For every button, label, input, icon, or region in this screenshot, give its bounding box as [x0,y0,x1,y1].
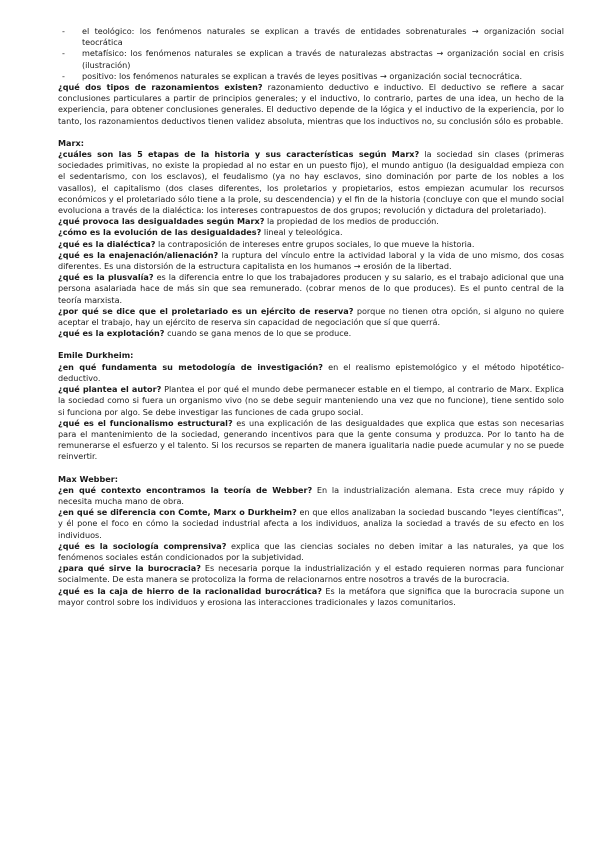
question: ¿qué es la sociología comprensiva? [58,540,227,551]
question: ¿qué es la explotación? [58,328,165,339]
qa-paragraph [58,418,564,463]
top-dash-list [58,26,564,82]
section-gap [58,339,564,350]
qa-paragraph [58,328,564,339]
qa-paragraph [58,541,564,563]
qa-paragraph [58,384,564,418]
qa-paragraph [58,149,564,216]
qa-paragraph [58,586,564,608]
qa-paragraph [58,362,564,384]
dash-bullet-icon: - [62,48,65,59]
qa-paragraph [58,507,564,541]
list-item [58,71,564,82]
qa-paragraph [58,227,564,238]
question: ¿qué es la enajenación/alienación? [58,249,219,260]
answer: es una explicación de las desigualdades que explica que estas son necesarias para el mantenimiento de la sociedad, generando incentivos para que la gente consuma y produzca. Por lo tanto ha de remunerarse el esfuerzo y el talento. Si los recursos se reparten de manera igualitaria nadie puede acumular y no se puede reinvertir. [58,417,564,462]
answer: es la diferencia entre lo que los trabajadores producen y su salario, es el trabajo adicional que una persona asalariada hace de más sin que sea remunerado. (cobrar menos de lo que produces). Es el punto central de la teoría marxista. [58,272,565,305]
question: ¿qué es la dialéctica? [58,238,156,249]
section-title-weber: Max Webber: [58,473,118,484]
qa-paragraph [58,250,564,272]
question: ¿qué dos tipos de razonamientos existen? [58,82,263,93]
list-item [58,48,564,70]
list-item-text: el teológico: los fenómenos naturales se explican a través de entidades sobrenaturales → organización social teocrática [82,26,564,48]
answer: En la industrialización alemana. Esta crece muy rápido y necesita mucha mano de obra. [58,484,564,506]
answer: lineal y teleológica. [261,227,343,238]
answer: explica que las ciencias sociales no deben imitar a las naturales, ya que los fenómenos sociales están condicionados por la subjetividad. [58,540,564,562]
qa-paragraph [58,563,564,585]
question: ¿en qué fundamenta su metodología de investigación? [58,361,323,372]
section-gap [58,463,564,474]
answer: cuando se gana menos de lo que se produce. [164,328,352,339]
question: ¿por qué se dice que el proletariado es un ejército de reserva? [58,305,354,316]
list-item-text: metafísico: los fenómenos naturales se explican a través de naturalezas abstractas → organización social en crisis (ilustración) [82,48,564,70]
answer: la sociedad sin clases (primeras sociedades primitivas, no existe la propiedad al no estar en un puesto fijo), el mundo antiguo (la desigualdad empieza con el sedentarismo, con los esclavos), el feudalismo (ya no hay esclavos, sino dominación por parte de los nobles a los vasallos), el capitalismo (dos clases diferentes, los proletarios y propietarios, estos empiezan acumular los recursos económicos y el proletariado sólo tiene a la prole, su descendencia) y el fin de la historia (concluye con que el mundo social evoluciona a través de la dialéctica: los intereses contrapuestos de dos grupos; revolución y dictadura del proletariado). [58,149,564,216]
question: ¿en qué contexto encontramos la teoría de Webber? [58,484,313,495]
question: ¿qué es la plusvalía? [58,272,154,283]
question: ¿cómo es la evolución de las desigualdades? [58,227,262,238]
list-item-text: positivo: los fenómenos naturales se explican a través de leyes positivas → organización social tecnocrática. [82,70,523,81]
answer: porque no tienen otra opción, si alguno no quiere aceptar el trabajo, hay un ejército de reserva sin capacidad de negociación que sí que querrá. [58,305,564,328]
qa-paragraph [58,239,564,250]
list-item [58,26,564,48]
question: ¿en qué se diferencia con Comte, Marx o Durkheim? [58,507,297,518]
section-gap [58,127,564,138]
qa-paragraph [58,272,564,306]
dash-bullet-icon: - [62,70,65,81]
qa-paragraph [58,82,564,127]
question: ¿qué es el funcionalismo estructural? [58,417,233,428]
answer: razonamiento deductivo e inductivo. El deductivo se refiere a sacar conclusiones particulares a partir de principios generales; y el inductivo, lo contrario, partes de una idea, un hecho de la experiencia, para obtener conclusiones generales. El deductivo depende de la lógica y el inductivo de la experiencia, por lo tanto, los razonamientos deductivos tienen validez absoluta, mientras que los inductivos no, su conclusión sólo es probable. [58,82,564,126]
question: ¿cuáles son las 5 etapas de la historia y sus características según Marx? [58,149,420,160]
qa-paragraph [58,216,564,227]
answer: Es la metáfora que significa que la burocracia supone un mayor control sobre los individuos y erosiona las interacciones tradicionales y lazos comunitarios. [58,585,564,607]
answer: Es necesaria porque la industrialización y el estado requieren normas para funcionar socialmente. De esta manera se protocoliza la forma de relacionarnos entre nosotros a través de la burocracia. [58,563,564,585]
dash-bullet-icon: - [62,26,65,36]
answer: la propiedad de los medios de producción. [264,216,439,227]
question: ¿para qué sirve la burocracia? [58,563,201,574]
answer: en que ellos analizaban la sociedad buscando "leyes científicas", y él pone el foco en cómo la sociedad industrial afecta a los individuos, analiza la sociedad a través de su efecto en los individuos. [58,507,564,540]
question: ¿qué es la caja de hierro de la racionalidad burocrática? [58,585,322,596]
answer: Plantea el por qué el mundo debe permanecer estable en el tiempo, al contrario de Marx. Explica la sociedad como si fuera un organismo vivo (no se debe seguir manteniendo una vez que no funcione), tiene sentido solo si funciona por algo. Se debe investigar las funciones de cada grupo social. [58,384,564,417]
qa-paragraph [58,485,564,507]
section-title-marx: Marx: [58,137,84,148]
question: ¿qué provoca las desigualdades según Marx? [58,216,265,227]
section-title-durkheim: Emile Durkheim: [58,350,134,361]
document-page [58,26,564,608]
answer: en el realismo epistemológico y el método hipotético-deductivo. [58,361,565,383]
qa-paragraph [58,306,564,328]
answer: la ruptura del vínculo entre la actividad laboral y la vida de uno mismo, dos cosas diferentes. Es una distorsión de la estructura capitalista en los humanos → erosión de la libertad. [58,249,564,272]
answer: la contraposición de intereses entre grupos sociales, lo que mueve la historia. [155,238,475,249]
question: ¿qué plantea el autor? [58,384,162,395]
